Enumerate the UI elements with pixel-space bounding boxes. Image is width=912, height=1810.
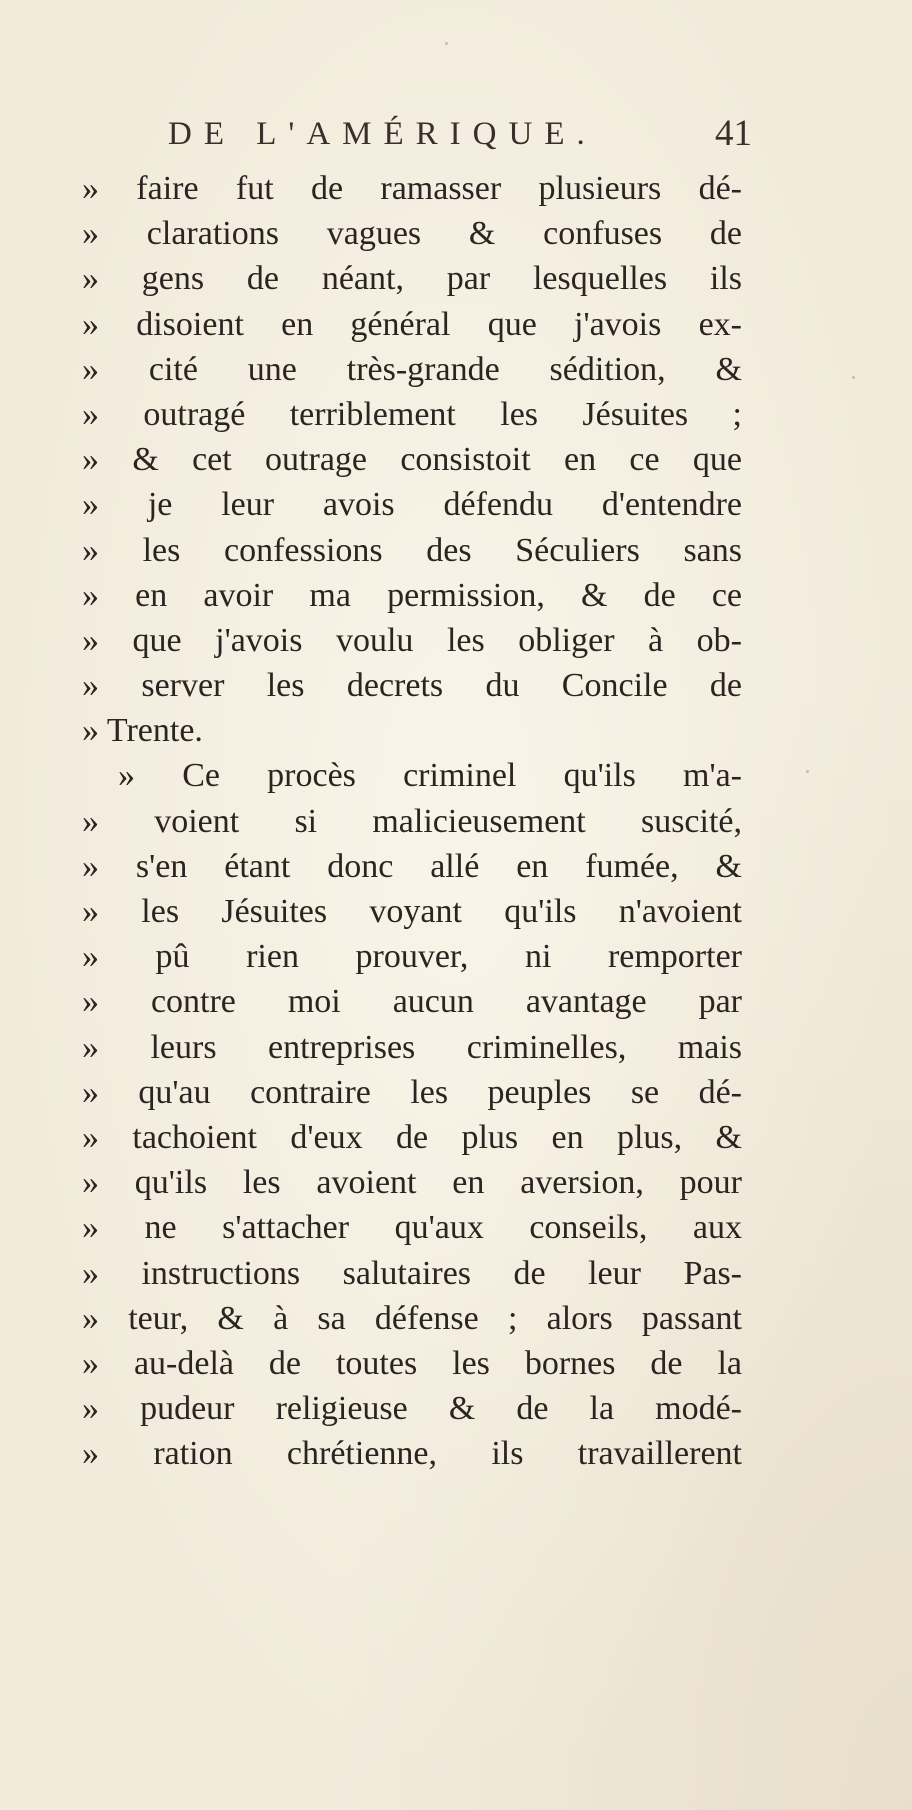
text-line: » les Jésuites voyant qu'ils n'avoient [82, 893, 742, 930]
paper-speck [806, 770, 809, 773]
page-number: 41 [715, 113, 752, 154]
text-line: » server les decrets du Concile de [82, 667, 742, 705]
text-line: » qu'au contraire les peuples se dé- [82, 1073, 742, 1111]
text-line: » que j'avois voulu les obliger à ob- [82, 621, 742, 659]
text-line: » les confessions des Séculiers sans [82, 531, 742, 569]
text-line: » ration chrétienne, ils travaillerent [82, 1435, 742, 1473]
text-line: » pudeur religieuse & de la modé- [82, 1390, 742, 1428]
body-text [82, 166, 742, 1476]
text-line: » clarations vagues & confuses de [82, 215, 742, 253]
text-line: » en avoir ma permission, & de ce [82, 576, 742, 614]
text-line: » faire fut de ramasser plusieurs dé- [82, 170, 742, 207]
paper-speck [852, 376, 855, 379]
text-line: » disoient en général que j'avois ex- [82, 305, 742, 343]
paragraph-end-line: » Trente. [82, 712, 203, 750]
text-line: » qu'ils les avoient en aversion, pour [82, 1164, 742, 1202]
paper-speck [445, 42, 448, 45]
text-line: » je leur avois défendu d'entendre [82, 486, 742, 524]
running-title: DE L'AMÉRIQUE. [168, 116, 597, 152]
paragraph-start-line: » Ce procès criminel qu'ils m'a- [118, 757, 742, 795]
text-line: » teur, & à sa défense ; alors passant [82, 1299, 742, 1337]
text-line: » instructions salutaires de leur Pas- [82, 1254, 742, 1292]
text-line: » au-delà de toutes les bornes de la [82, 1344, 742, 1382]
text-line: » tachoient d'eux de plus en plus, & [82, 1118, 742, 1156]
text-line: » pû rien prouver, ni remporter [82, 938, 742, 976]
text-line: » cité une très-grande sédition, & [82, 350, 742, 388]
text-line: » outragé terriblement les Jésuites ; [82, 395, 742, 433]
text-line: » leurs entreprises criminelles, mais [82, 1028, 742, 1066]
text-line: » voient si malicieusement suscité, [82, 802, 742, 840]
text-line: » s'en étant donc allé en fumée, & [82, 847, 742, 885]
text-line: » contre moi aucun avantage par [82, 983, 742, 1021]
text-line: » & cet outrage consistoit en ce que [82, 441, 742, 479]
text-line: » ne s'attacher qu'aux conseils, aux [82, 1209, 742, 1247]
text-line: » gens de néant, par lesquelles ils [82, 260, 742, 298]
running-head [168, 112, 752, 162]
